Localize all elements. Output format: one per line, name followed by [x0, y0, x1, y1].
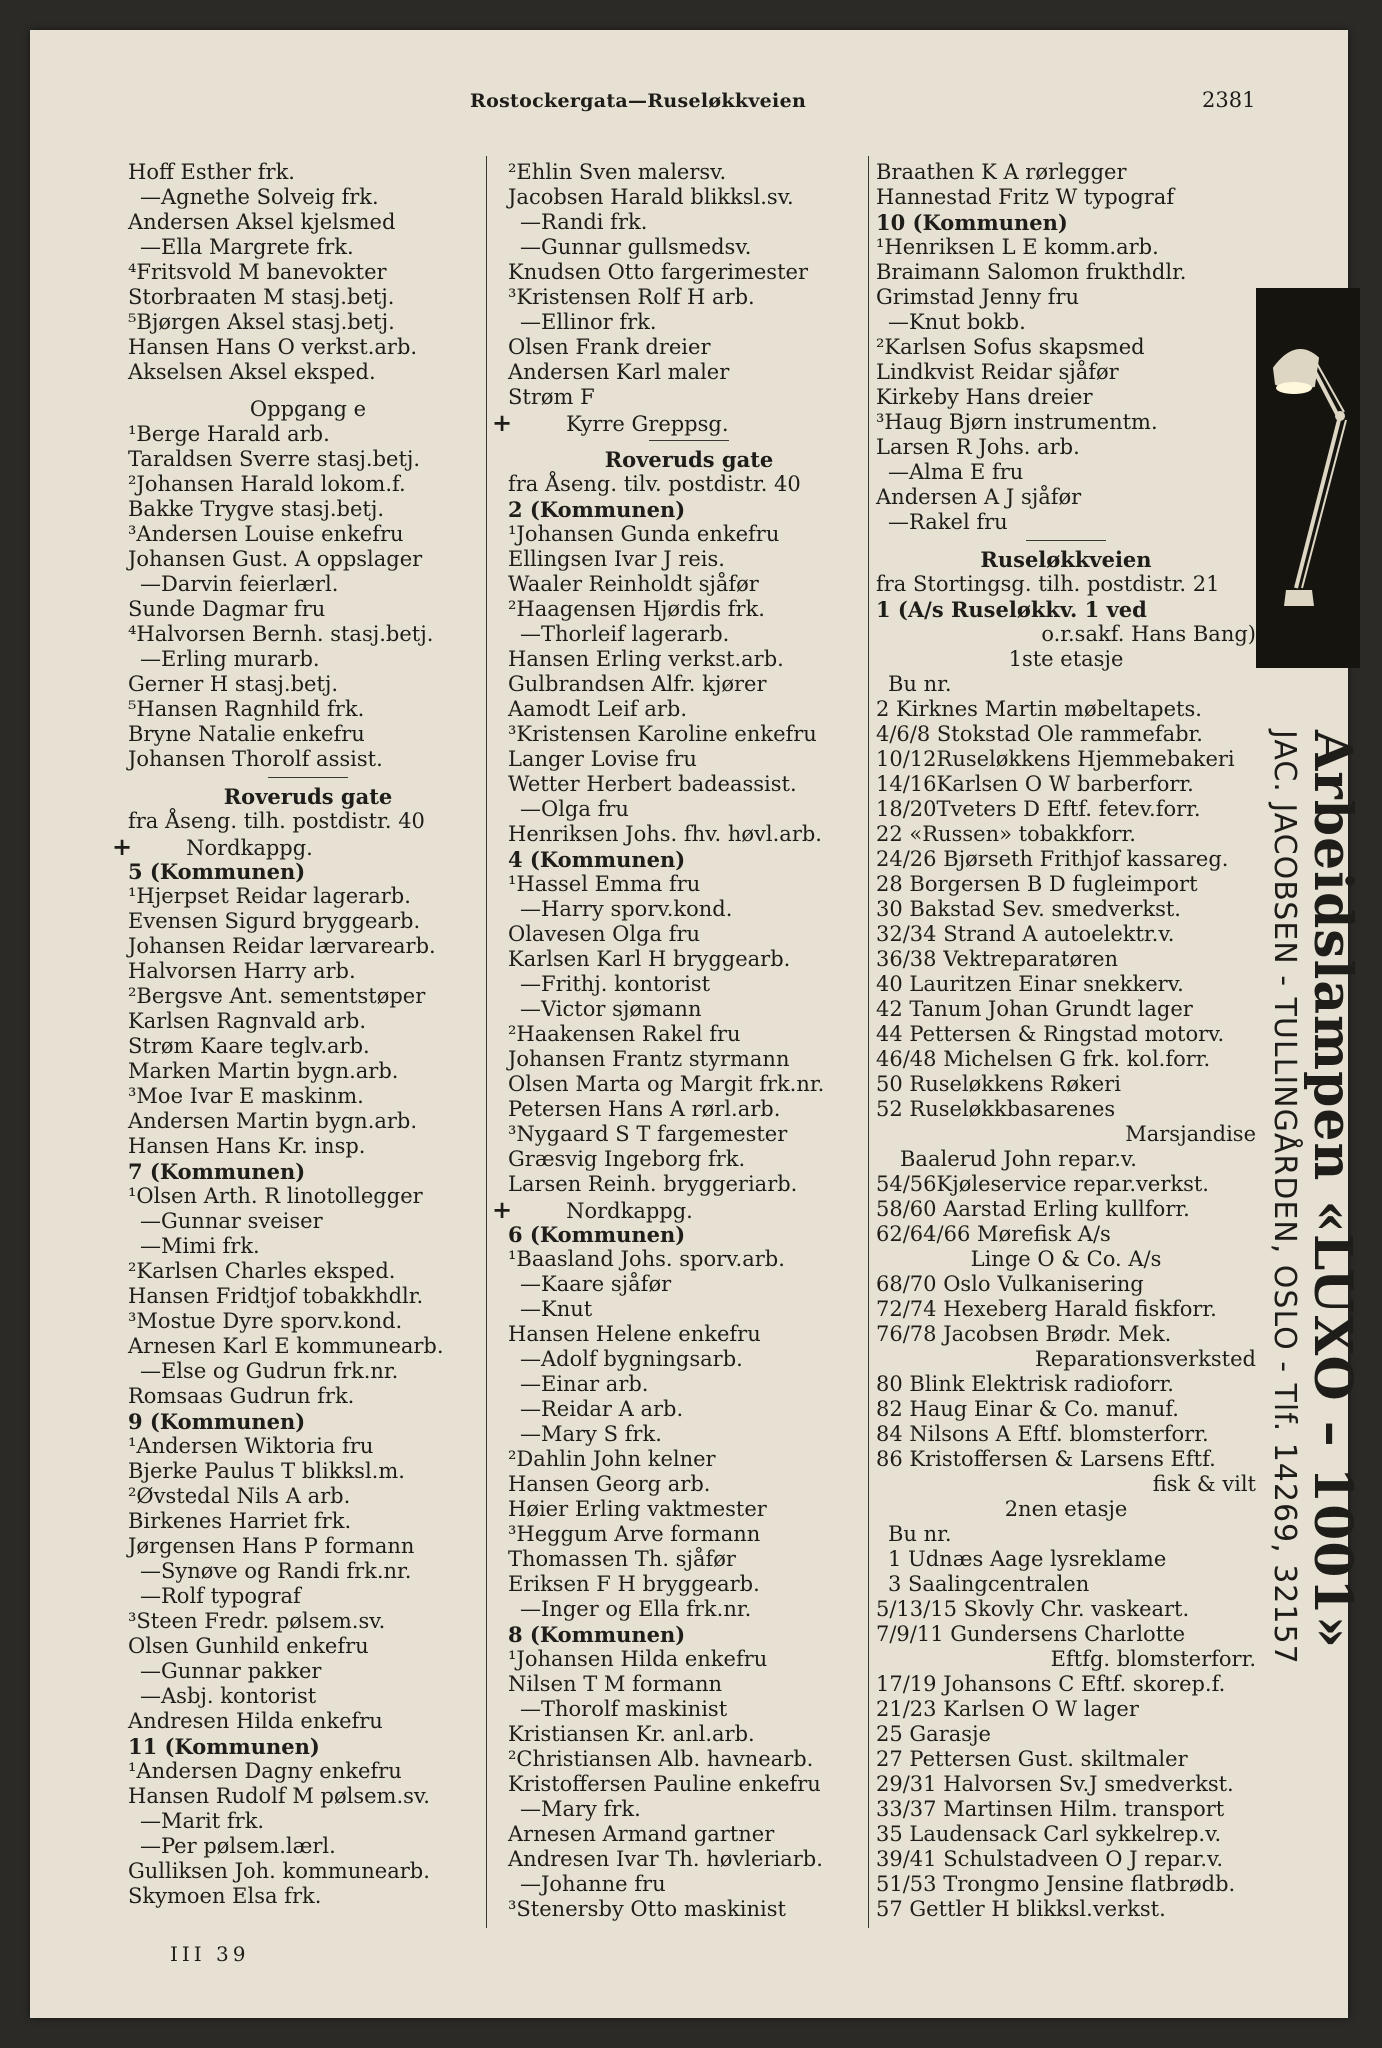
directory-entry: 86 Kristoffersen & Larsens Eftf. — [876, 1447, 1216, 1471]
directory-page — [30, 30, 1363, 2018]
column-divider — [486, 156, 487, 1928]
directory-entry: ³Haug Bjørn instrumentm. — [876, 410, 1158, 434]
directory-entry: Andresen Ivar Th. høvleriarb. — [508, 1847, 823, 1871]
directory-entry: Eriksen F H bryggearb. — [508, 1572, 760, 1596]
directory-entry: 22 «Russen» tobakkforr. — [876, 822, 1136, 846]
directory-entry: —Mimi frk. — [140, 1234, 260, 1258]
directory-entry: Marsjandise — [1125, 1122, 1256, 1146]
directory-entry: —Mary S frk. — [520, 1422, 662, 1446]
directory-entry: Kirkeby Hans dreier — [876, 385, 1093, 409]
directory-entry: 24/26 Bjørseth Frithjof kassareg. — [876, 847, 1229, 871]
cross-street-marker: + — [112, 832, 133, 861]
directory-entry: 1ste etasje — [1008, 647, 1124, 671]
desk-lamp-illustration — [1256, 288, 1360, 668]
directory-entry: —Reidar A arb. — [520, 1397, 684, 1421]
directory-entry: Strøm Kaare teglv.arb. — [128, 1034, 370, 1058]
directory-entry: 57 Gettler H blikksl.verkst. — [876, 1897, 1166, 1921]
directory-entry: 1 Udnæs Aage lysreklame — [888, 1547, 1167, 1571]
directory-entry: —Ella Margrete frk. — [140, 235, 354, 259]
directory-entry: Bu nr. — [888, 1522, 952, 1546]
directory-entry: —Alma E fru — [888, 460, 1024, 484]
directory-entry: —Knut bokb. — [888, 310, 1026, 334]
directory-entry: Storbraaten M stasj.betj. — [128, 285, 395, 309]
directory-entry: Gulliksen Joh. kommunearb. — [128, 1859, 430, 1883]
directory-entry: Andresen Hilda enkefru — [128, 1709, 383, 1733]
directory-entry: Johansen Frantz styrmann — [508, 1047, 790, 1071]
directory-entry: Skymoen Elsa frk. — [128, 1884, 322, 1908]
directory-entry: 2 Kirknes Martin møbeltapets. — [876, 697, 1202, 721]
directory-entry: 21/23 Karlsen O W lager — [876, 1697, 1139, 1721]
directory-entry: 40 Lauritzen Einar snekkerv. — [876, 972, 1184, 996]
street-heading: Roveruds gate — [604, 447, 774, 472]
directory-entry: Aamodt Leif arb. — [508, 697, 688, 721]
cross-street-marker: + — [492, 1195, 513, 1224]
page-number: 2381 — [1202, 88, 1256, 112]
directory-entry: Karlsen Ragnvald arb. — [128, 1009, 367, 1033]
directory-entry: —Gunnar pakker — [140, 1659, 322, 1683]
directory-entry: 42 Tanum Johan Grundt lager — [876, 997, 1193, 1021]
section-divider — [508, 435, 870, 447]
directory-entry: —Einar arb. — [520, 1372, 649, 1396]
directory-entry: Bakke Trygve stasj.betj. — [128, 497, 385, 521]
directory-entry: Olsen Frank dreier — [508, 335, 711, 359]
directory-entry: —Frithj. kontorist — [520, 972, 711, 996]
directory-entry: ¹Henriksen L E komm.arb. — [876, 235, 1159, 259]
building-heading: 9 (Kommunen) — [128, 1409, 306, 1434]
building-heading: 2 (Kommunen) — [508, 497, 686, 522]
directory-entry: Larsen R Johs. arb. — [876, 435, 1080, 459]
directory-entry: —Randi frk. — [520, 210, 648, 234]
directory-entry: —Ellinor frk. — [520, 310, 657, 334]
building-heading: 11 (Kommunen) — [128, 1734, 320, 1759]
directory-entry: fisk & vilt — [1152, 1472, 1256, 1496]
directory-entry: o.r.sakf. Hans Bang) — [1041, 622, 1256, 646]
directory-entry: 7/9/11 Gundersens Charlotte — [876, 1622, 1186, 1646]
footer-signature: III 39 — [170, 1942, 250, 1966]
directory-entry: 27 Pettersen Gust. skiltmaler — [876, 1747, 1188, 1771]
directory-entry: ⁵Bjørgen Aksel stasj.betj. — [128, 310, 395, 334]
directory-entry: ³Steen Fredr. pølsem.sv. — [128, 1609, 386, 1633]
directory-entry: ⁴Fritsvold M banevokter — [128, 260, 387, 284]
directory-entry: Larsen Reinh. bryggeriarb. — [508, 1172, 798, 1196]
directory-entry: Græsvig Ingeborg frk. — [508, 1147, 746, 1171]
directory-entry: Johansen Gust. A oppslager — [128, 547, 423, 571]
directory-entry: Gerner H stasj.betj. — [128, 672, 339, 696]
directory-entry: Arnesen Armand gartner — [508, 1822, 775, 1846]
directory-entry: Linge O & Co. A/s — [970, 1247, 1162, 1271]
directory-entry: ³Stenersby Otto maskinist — [508, 1897, 786, 1921]
directory-entry: ²Karlsen Charles eksped. — [128, 1259, 396, 1283]
directory-entry: 29/31 Halvorsen Sv.J smedverkst. — [876, 1772, 1234, 1796]
directory-entry: —Else og Gudrun frk.nr. — [140, 1359, 399, 1383]
directory-entry: Hoff Esther frk. — [128, 160, 295, 184]
directory-entry: Marken Martin bygn.arb. — [128, 1059, 399, 1083]
directory-entry: ²Bergsve Ant. sementstøper — [128, 984, 426, 1008]
directory-entry: 33/37 Martinsen Hilm. transport — [876, 1797, 1225, 1821]
cross-street-entry — [492, 408, 870, 437]
directory-entry: Langer Lovise fru — [508, 747, 697, 771]
directory-entry: ³Moe Ivar E maskinm. — [128, 1084, 364, 1108]
directory-entry: ²Haakensen Rakel fru — [508, 1022, 741, 1046]
directory-entry: 62/64/66 Mørefisk A/s — [876, 1222, 1111, 1246]
lamp-icon — [1256, 288, 1360, 668]
directory-entry: 52 Ruseløkkbasarenes — [876, 1097, 1116, 1121]
directory-entry: —Mary frk. — [520, 1797, 641, 1821]
advertisement-text — [1264, 730, 1363, 1880]
directory-entry: 50 Ruseløkkens Røkeri — [876, 1072, 1121, 1096]
directory-entry: Høier Erling vaktmester — [508, 1497, 767, 1521]
column-3 — [876, 160, 1256, 1922]
directory-entry: Olavesen Olga fru — [508, 922, 701, 946]
directory-entry: Andersen Karl maler — [508, 360, 730, 384]
directory-entry: 36/38 Vektreparatøren — [876, 947, 1119, 971]
directory-entry: 58/60 Aarstad Erling kullforr. — [876, 1197, 1190, 1221]
directory-entry: —Synøve og Randi frk.nr. — [140, 1559, 412, 1583]
directory-entry: Hansen Erling verkst.arb. — [508, 647, 784, 671]
directory-entry: ¹Johansen Hilda enkefru — [508, 1647, 768, 1671]
directory-entry: ³Heggum Arve formann — [508, 1522, 761, 1546]
section-divider — [876, 535, 1256, 547]
directory-entry: —Thorolf maskinist — [520, 1697, 728, 1721]
directory-entry: ¹Hassel Emma fru — [508, 872, 701, 896]
directory-entry: 32/34 Strand A autoelektr.v. — [876, 922, 1175, 946]
directory-entry: fra Åseng. tilv. postdistr. 40 — [508, 472, 801, 496]
directory-entry: —Gunnar sveiser — [140, 1209, 323, 1233]
directory-entry: ²Ehlin Sven malersv. — [508, 160, 727, 184]
building-heading: 8 (Kommunen) — [508, 1622, 686, 1647]
directory-entry: Bryne Natalie enkefru — [128, 722, 365, 746]
directory-entry: 18/20Tveters D Eftf. fetev.forr. — [876, 797, 1201, 821]
directory-entry: Eftfg. blomsterforr. — [1050, 1647, 1256, 1671]
directory-entry: 80 Blink Elektrisk radioforr. — [876, 1372, 1174, 1396]
directory-entry: 17/19 Johansons C Eftf. skorep.f. — [876, 1672, 1226, 1696]
directory-entry: Braimann Salomon frukthdlr. — [876, 260, 1187, 284]
directory-entry: Sunde Dagmar fru — [128, 597, 326, 621]
directory-entry: ³Andersen Louise enkefru — [128, 522, 404, 546]
directory-entry: Strøm F — [508, 385, 595, 409]
directory-entry: ⁴Halvorsen Bernh. stasj.betj. — [128, 622, 434, 646]
spacer — [128, 385, 488, 397]
directory-entry: ³Nygaard S T fargemester — [508, 1122, 788, 1146]
directory-entry: Nilsen T M formann — [508, 1672, 723, 1696]
directory-entry: Hansen Georg arb. — [508, 1472, 711, 1496]
directory-entry: 35 Laudensack Carl sykkelrep.v. — [876, 1822, 1222, 1846]
column-1 — [112, 160, 488, 1909]
directory-entry: Hansen Hans O verkst.arb. — [128, 335, 418, 359]
directory-entry: Ellingsen Ivar J reis. — [508, 547, 725, 571]
directory-entry: —Knut — [520, 1297, 593, 1321]
directory-entry: Karlsen Karl H bryggearb. — [508, 947, 791, 971]
directory-entry: 5/13/15 Skovly Chr. vaskeart. — [876, 1597, 1190, 1621]
directory-entry: Andersen A J sjåfør — [876, 485, 1082, 509]
directory-entry: 39/41 Schulstadveen O J repar.v. — [876, 1847, 1224, 1871]
directory-entry: 84 Nilsons A Eftf. blomsterforr. — [876, 1422, 1209, 1446]
building-heading: 6 (Kommunen) — [508, 1222, 686, 1247]
directory-entry: —Asbj. kontorist — [140, 1684, 317, 1708]
directory-entry: ²Dahlin John kelner — [508, 1447, 716, 1471]
directory-entry: fra Åseng. tilh. postdistr. 40 — [128, 809, 425, 833]
building-heading: 4 (Kommunen) — [508, 847, 686, 872]
directory-entry: —Kaare sjåfør — [520, 1272, 672, 1296]
directory-entry: 76/78 Jacobsen Brødr. Mek. — [876, 1322, 1172, 1346]
directory-entry: Johansen Thorolf assist. — [128, 747, 383, 771]
directory-entry: —Harry sporv.kond. — [520, 897, 733, 921]
directory-entry: Petersen Hans A rørl.arb. — [508, 1097, 781, 1121]
directory-entry: 3 Saalingcentralen — [888, 1572, 1090, 1596]
directory-entry: Grimstad Jenny fru — [876, 285, 1080, 309]
cross-street-marker: + — [492, 408, 513, 437]
directory-entry: Reparationsverksted — [1034, 1347, 1256, 1371]
directory-entry: 54/56Kjøleservice repar.verkst. — [876, 1172, 1209, 1196]
running-head: Rostockergata—Ruseløkkveien — [470, 90, 807, 112]
street-heading: Ruseløkkveien — [980, 547, 1152, 572]
section-divider — [128, 772, 488, 784]
directory-entry: fra Stortingsg. tilh. postdistr. 21 — [876, 572, 1220, 596]
directory-entry: ³Kristensen Karoline enkefru — [508, 722, 817, 746]
directory-entry: Andersen Aksel kjelsmed — [128, 210, 396, 234]
directory-entry: Hansen Rudolf M pølsem.sv. — [128, 1784, 430, 1808]
directory-entry: 44 Pettersen & Ringstad motorv. — [876, 1022, 1225, 1046]
directory-entry: 72/74 Hexeberg Harald fiskforr. — [876, 1297, 1217, 1321]
directory-entry: —Inger og Ella frk.nr. — [520, 1597, 752, 1621]
directory-entry: Gulbrandsen Alfr. kjører — [508, 672, 767, 696]
directory-entry: —Victor sjømann — [520, 997, 702, 1021]
directory-entry: Wetter Herbert badeassist. — [508, 772, 797, 796]
directory-entry: ¹Andersen Dagny enkefru — [128, 1759, 402, 1783]
directory-entry: Johansen Reidar lærvarearb. — [128, 934, 436, 958]
directory-entry: Hansen Helene enkefru — [508, 1322, 761, 1346]
directory-entry: Kristiansen Kr. anl.arb. — [508, 1722, 755, 1746]
directory-entry: Andersen Martin bygn.arb. — [128, 1109, 418, 1133]
directory-entry: Olsen Gunhild enkefru — [128, 1634, 369, 1658]
directory-entry: 68/70 Oslo Vulkanisering — [876, 1272, 1144, 1296]
directory-entry: Romsaas Gudrun frk. — [128, 1384, 355, 1408]
directory-entry: ²Haagensen Hjørdis frk. — [508, 597, 765, 621]
directory-entry: Oppgang e — [249, 397, 367, 421]
directory-entry: —Thorleif lagerarb. — [520, 622, 730, 646]
cross-street-name: Nordkappg. — [566, 1199, 693, 1223]
directory-entry: Baalerud John repar.v. — [900, 1147, 1137, 1171]
directory-entry: 4/6/8 Stokstad Ole rammefabr. — [876, 722, 1203, 746]
street-heading: Roveruds gate — [223, 784, 393, 809]
directory-entry: —Olga fru — [520, 797, 629, 821]
directory-entry: ³Mostue Dyre sporv.kond. — [128, 1309, 403, 1333]
directory-entry: 46/48 Michelsen G frk. kol.forr. — [876, 1047, 1211, 1071]
directory-entry: —Erling murarb. — [140, 647, 320, 671]
directory-entry: ¹Berge Harald arb. — [128, 422, 330, 446]
cross-street-name: Nordkappg. — [186, 836, 313, 860]
directory-entry: —Gunnar gullsmedsv. — [520, 235, 752, 259]
directory-entry: Olsen Marta og Margit frk.nr. — [508, 1072, 825, 1096]
directory-entry: Hannestad Fritz W typograf — [876, 185, 1175, 209]
directory-entry: Jacobsen Harald blikksl.sv. — [508, 185, 794, 209]
directory-entry: ¹Baasland Johs. sporv.arb. — [508, 1247, 785, 1271]
directory-entry: —Adolf bygningsarb. — [520, 1347, 743, 1371]
directory-entry: —Darvin feierlærl. — [140, 572, 339, 596]
directory-entry: ²Christiansen Alb. havnearb. — [508, 1747, 814, 1771]
directory-entry: 51/53 Trongmo Jensine flatbrødb. — [876, 1872, 1236, 1896]
directory-entry: Thomassen Th. sjåfør — [508, 1547, 736, 1571]
directory-entry: —Marit frk. — [140, 1809, 265, 1833]
directory-entry: —Per pølsem.lærl. — [140, 1834, 336, 1858]
directory-entry: Waaler Reinholdt sjåfør — [508, 572, 759, 596]
cross-street-entry — [112, 832, 488, 861]
directory-entry: ¹Olsen Arth. R linotollegger — [128, 1184, 423, 1208]
directory-entry: ²Johansen Harald lokom.f. — [128, 472, 406, 496]
directory-entry: Halvorsen Harry arb. — [128, 959, 356, 983]
directory-entry: ¹Andersen Wiktoria fru — [128, 1434, 374, 1458]
directory-entry: Knudsen Otto fargerimester — [508, 260, 808, 284]
directory-entry: Arnesen Karl E kommunearb. — [128, 1334, 444, 1358]
directory-entry: Bu nr. — [888, 672, 952, 696]
directory-entry: Kristoffersen Pauline enkefru — [508, 1772, 821, 1796]
directory-entry: —Agnethe Solveig frk. — [140, 185, 379, 209]
cross-street-entry — [492, 1195, 870, 1224]
directory-entry: Jørgensen Hans P formann — [128, 1534, 415, 1558]
directory-entry: 14/16Karlsen O W barberforr. — [876, 772, 1194, 796]
building-heading: 10 (Kommunen) — [876, 210, 1068, 235]
column-2 — [492, 160, 870, 1922]
directory-entry: Hansen Fridtjof tobakkhdlr. — [128, 1284, 424, 1308]
directory-entry: Birkenes Harriet frk. — [128, 1509, 352, 1533]
directory-entry: 2nen etasje — [1004, 1497, 1128, 1521]
directory-entry: ²Karlsen Sofus skapsmed — [876, 335, 1145, 359]
directory-entry: Taraldsen Sverre stasj.betj. — [128, 447, 421, 471]
directory-entry: 30 Bakstad Sev. smedverkst. — [876, 897, 1181, 921]
directory-entry: —Johanne fru — [520, 1872, 666, 1896]
building-heading: 5 (Kommunen) — [128, 859, 306, 884]
directory-entry: ²Øvstedal Nils A arb. — [128, 1484, 351, 1508]
column-divider — [868, 156, 869, 1928]
directory-entry: Henriksen Johs. fhv. høvl.arb. — [508, 822, 822, 846]
directory-entry: Bjerke Paulus T blikksl.m. — [128, 1459, 405, 1483]
directory-entry: ¹Johansen Gunda enkefru — [508, 522, 780, 546]
directory-entry: 28 Borgersen B D fugleimport — [876, 872, 1198, 896]
building-heading: 1 (A/s Ruseløkkv. 1 ved — [876, 597, 1147, 622]
directory-entry: 10/12Ruseløkkens Hjemmebakeri — [876, 747, 1235, 771]
directory-entry: 82 Haug Einar & Co. manuf. — [876, 1397, 1179, 1421]
building-heading: 7 (Kommunen) — [128, 1159, 306, 1184]
page-header — [30, 88, 1348, 118]
directory-entry: Braathen K A rørlegger — [876, 160, 1127, 184]
advert-headline: Arbeidslampen «LUXO – 1001» — [1302, 730, 1363, 1650]
advert-address: JAC. JACOBSEN - TULLINGÅRDEN, OSLO - Tlf. 14269, 32157 — [1267, 730, 1302, 1665]
directory-entry: Evensen Sigurd bryggearb. — [128, 909, 421, 933]
directory-entry: —Rakel fru — [888, 510, 1008, 534]
directory-entry: ³Kristensen Rolf H arb. — [508, 285, 755, 309]
directory-entry: ¹Hjerpset Reidar lagerarb. — [128, 884, 411, 908]
directory-entry: Lindkvist Reidar sjåfør — [876, 360, 1119, 384]
advertisement-banner — [1256, 730, 1363, 1880]
directory-entry: —Rolf typograf — [140, 1584, 301, 1608]
directory-entry: Akselsen Aksel eksped. — [128, 360, 376, 384]
directory-entry: 25 Garasje — [876, 1722, 991, 1746]
directory-entry: ⁵Hansen Ragnhild frk. — [128, 697, 365, 721]
directory-entry: Hansen Hans Kr. insp. — [128, 1134, 366, 1158]
cross-street-name: Kyrre Greppsg. — [566, 412, 729, 436]
